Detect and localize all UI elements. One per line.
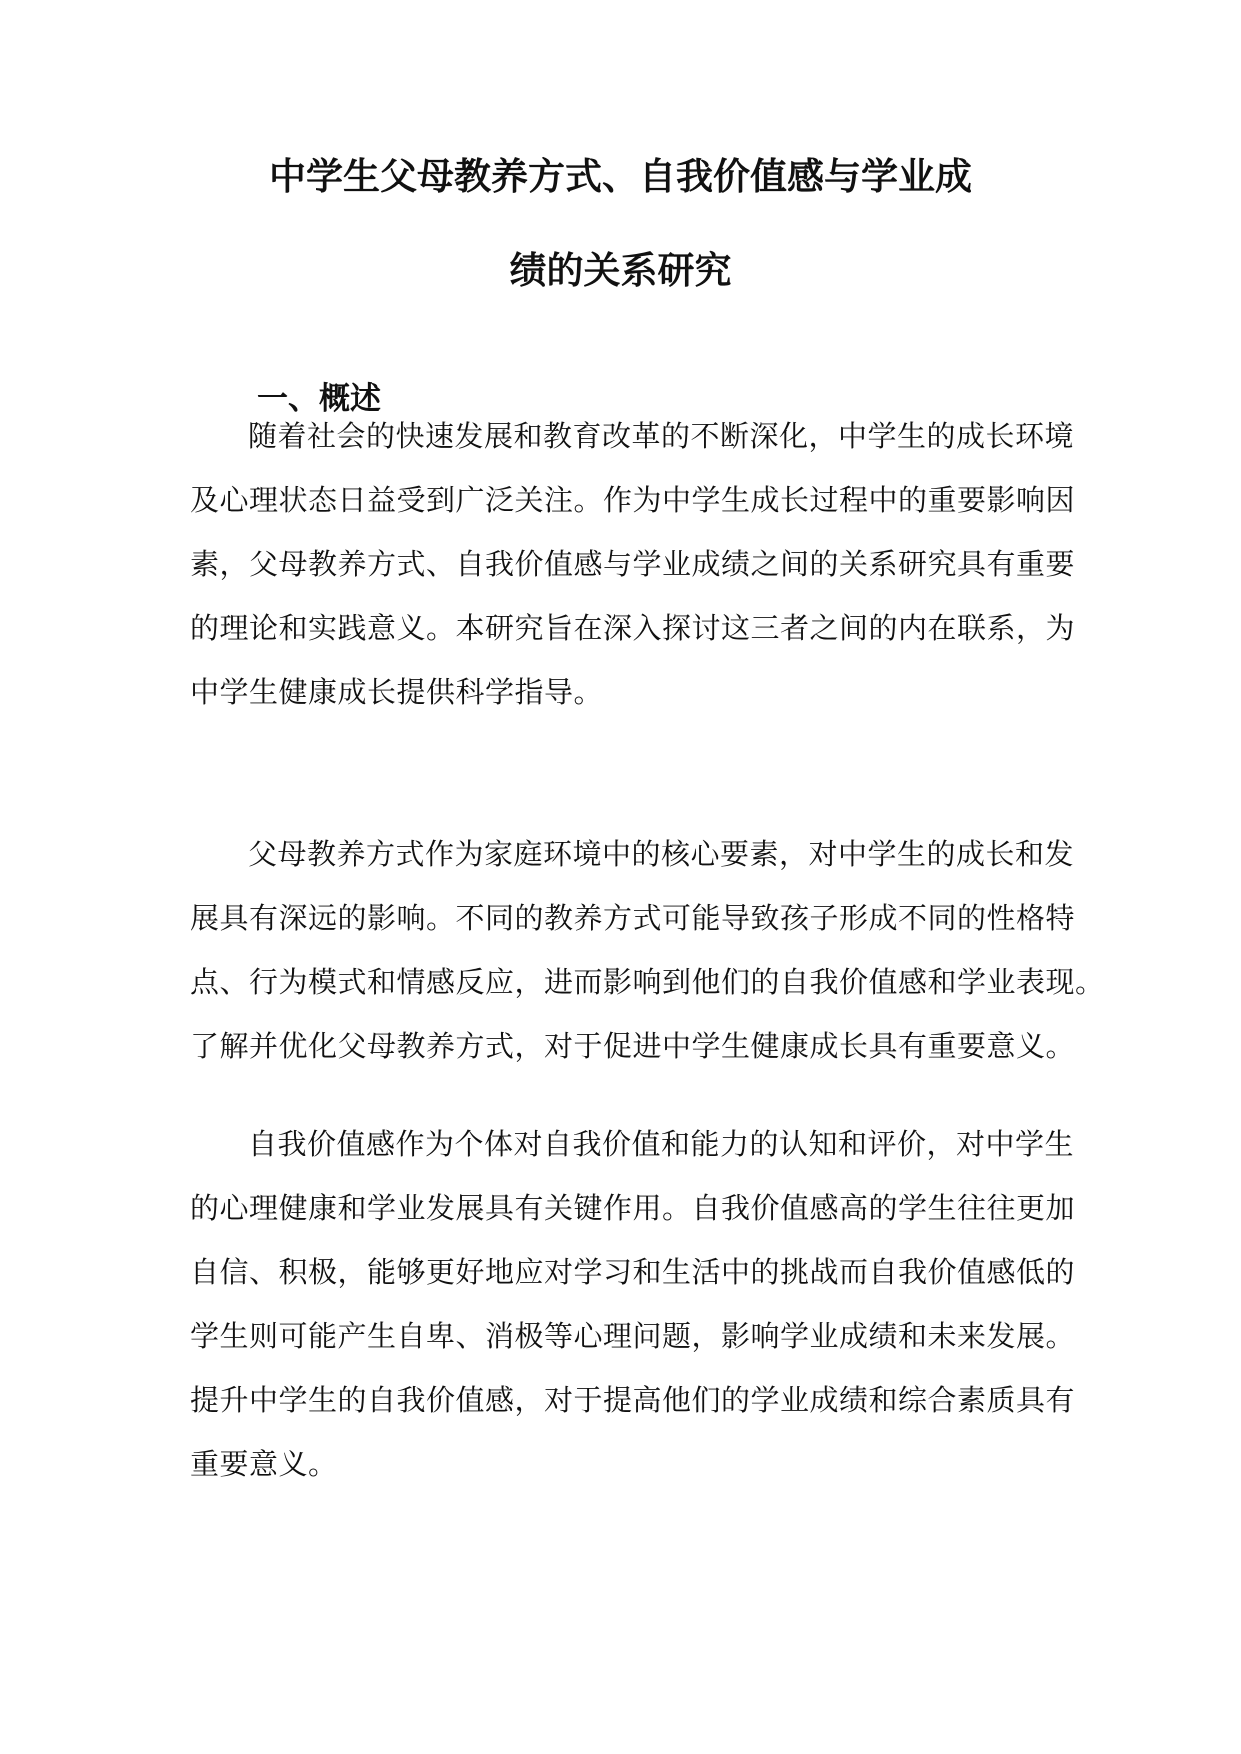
paragraph-1-line-1: 随着社会的快速发展和教育改革的不断深化，中学生的成长环境: [248, 419, 1075, 453]
paragraph-3-line-1: 自我价值感作为个体对自我价值和能力的认知和评价，对中学生: [248, 1127, 1075, 1161]
paragraph-1-line-2: 及心理状态日益受到广泛关注。作为中学生成长过程中的重要影响因: [190, 483, 1076, 517]
section-heading: 一、概述: [257, 381, 381, 417]
paragraph-2-line-4: 了解并优化父母教养方式，对于促进中学生健康成长具有重要意义。: [190, 1029, 1076, 1063]
paragraph-2-line-3: 点、行为模式和情感反应，进而影响到他们的自我价值感和学业表现。: [190, 965, 1105, 999]
document-title-line-2: 绩的关系研究: [509, 249, 732, 292]
document-title-line-1: 中学生父母教养方式、自我价值感与学业成: [269, 155, 972, 198]
paragraph-3-line-6: 重要意义。: [190, 1447, 338, 1481]
paragraph-1-line-4: 的理论和实践意义。本研究旨在深入探讨这三者之间的内在联系，为: [190, 611, 1076, 645]
paragraph-3-line-2: 的心理健康和学业发展具有关键作用。自我价值感高的学生往往更加: [190, 1191, 1076, 1225]
paragraph-3-line-5: 提升中学生的自我价值感，对于提高他们的学业成绩和综合素质具有: [190, 1383, 1076, 1417]
paragraph-1-line-5: 中学生健康成长提供科学指导。: [190, 675, 604, 709]
paragraph-1-line-3: 素，父母教养方式、自我价值感与学业成绩之间的关系研究具有重要: [190, 547, 1076, 581]
paragraph-2-line-1: 父母教养方式作为家庭环境中的核心要素，对中学生的成长和发: [248, 837, 1075, 871]
paragraph-2-line-2: 展具有深远的影响。不同的教养方式可能导致孩子形成不同的性格特: [190, 901, 1076, 935]
paragraph-3-line-4: 学生则可能产生自卑、消极等心理问题，影响学业成绩和未来发展。: [190, 1319, 1076, 1353]
paragraph-3-line-3: 自信、积极，能够更好地应对学习和生活中的挑战而自我价值感低的: [190, 1255, 1076, 1289]
